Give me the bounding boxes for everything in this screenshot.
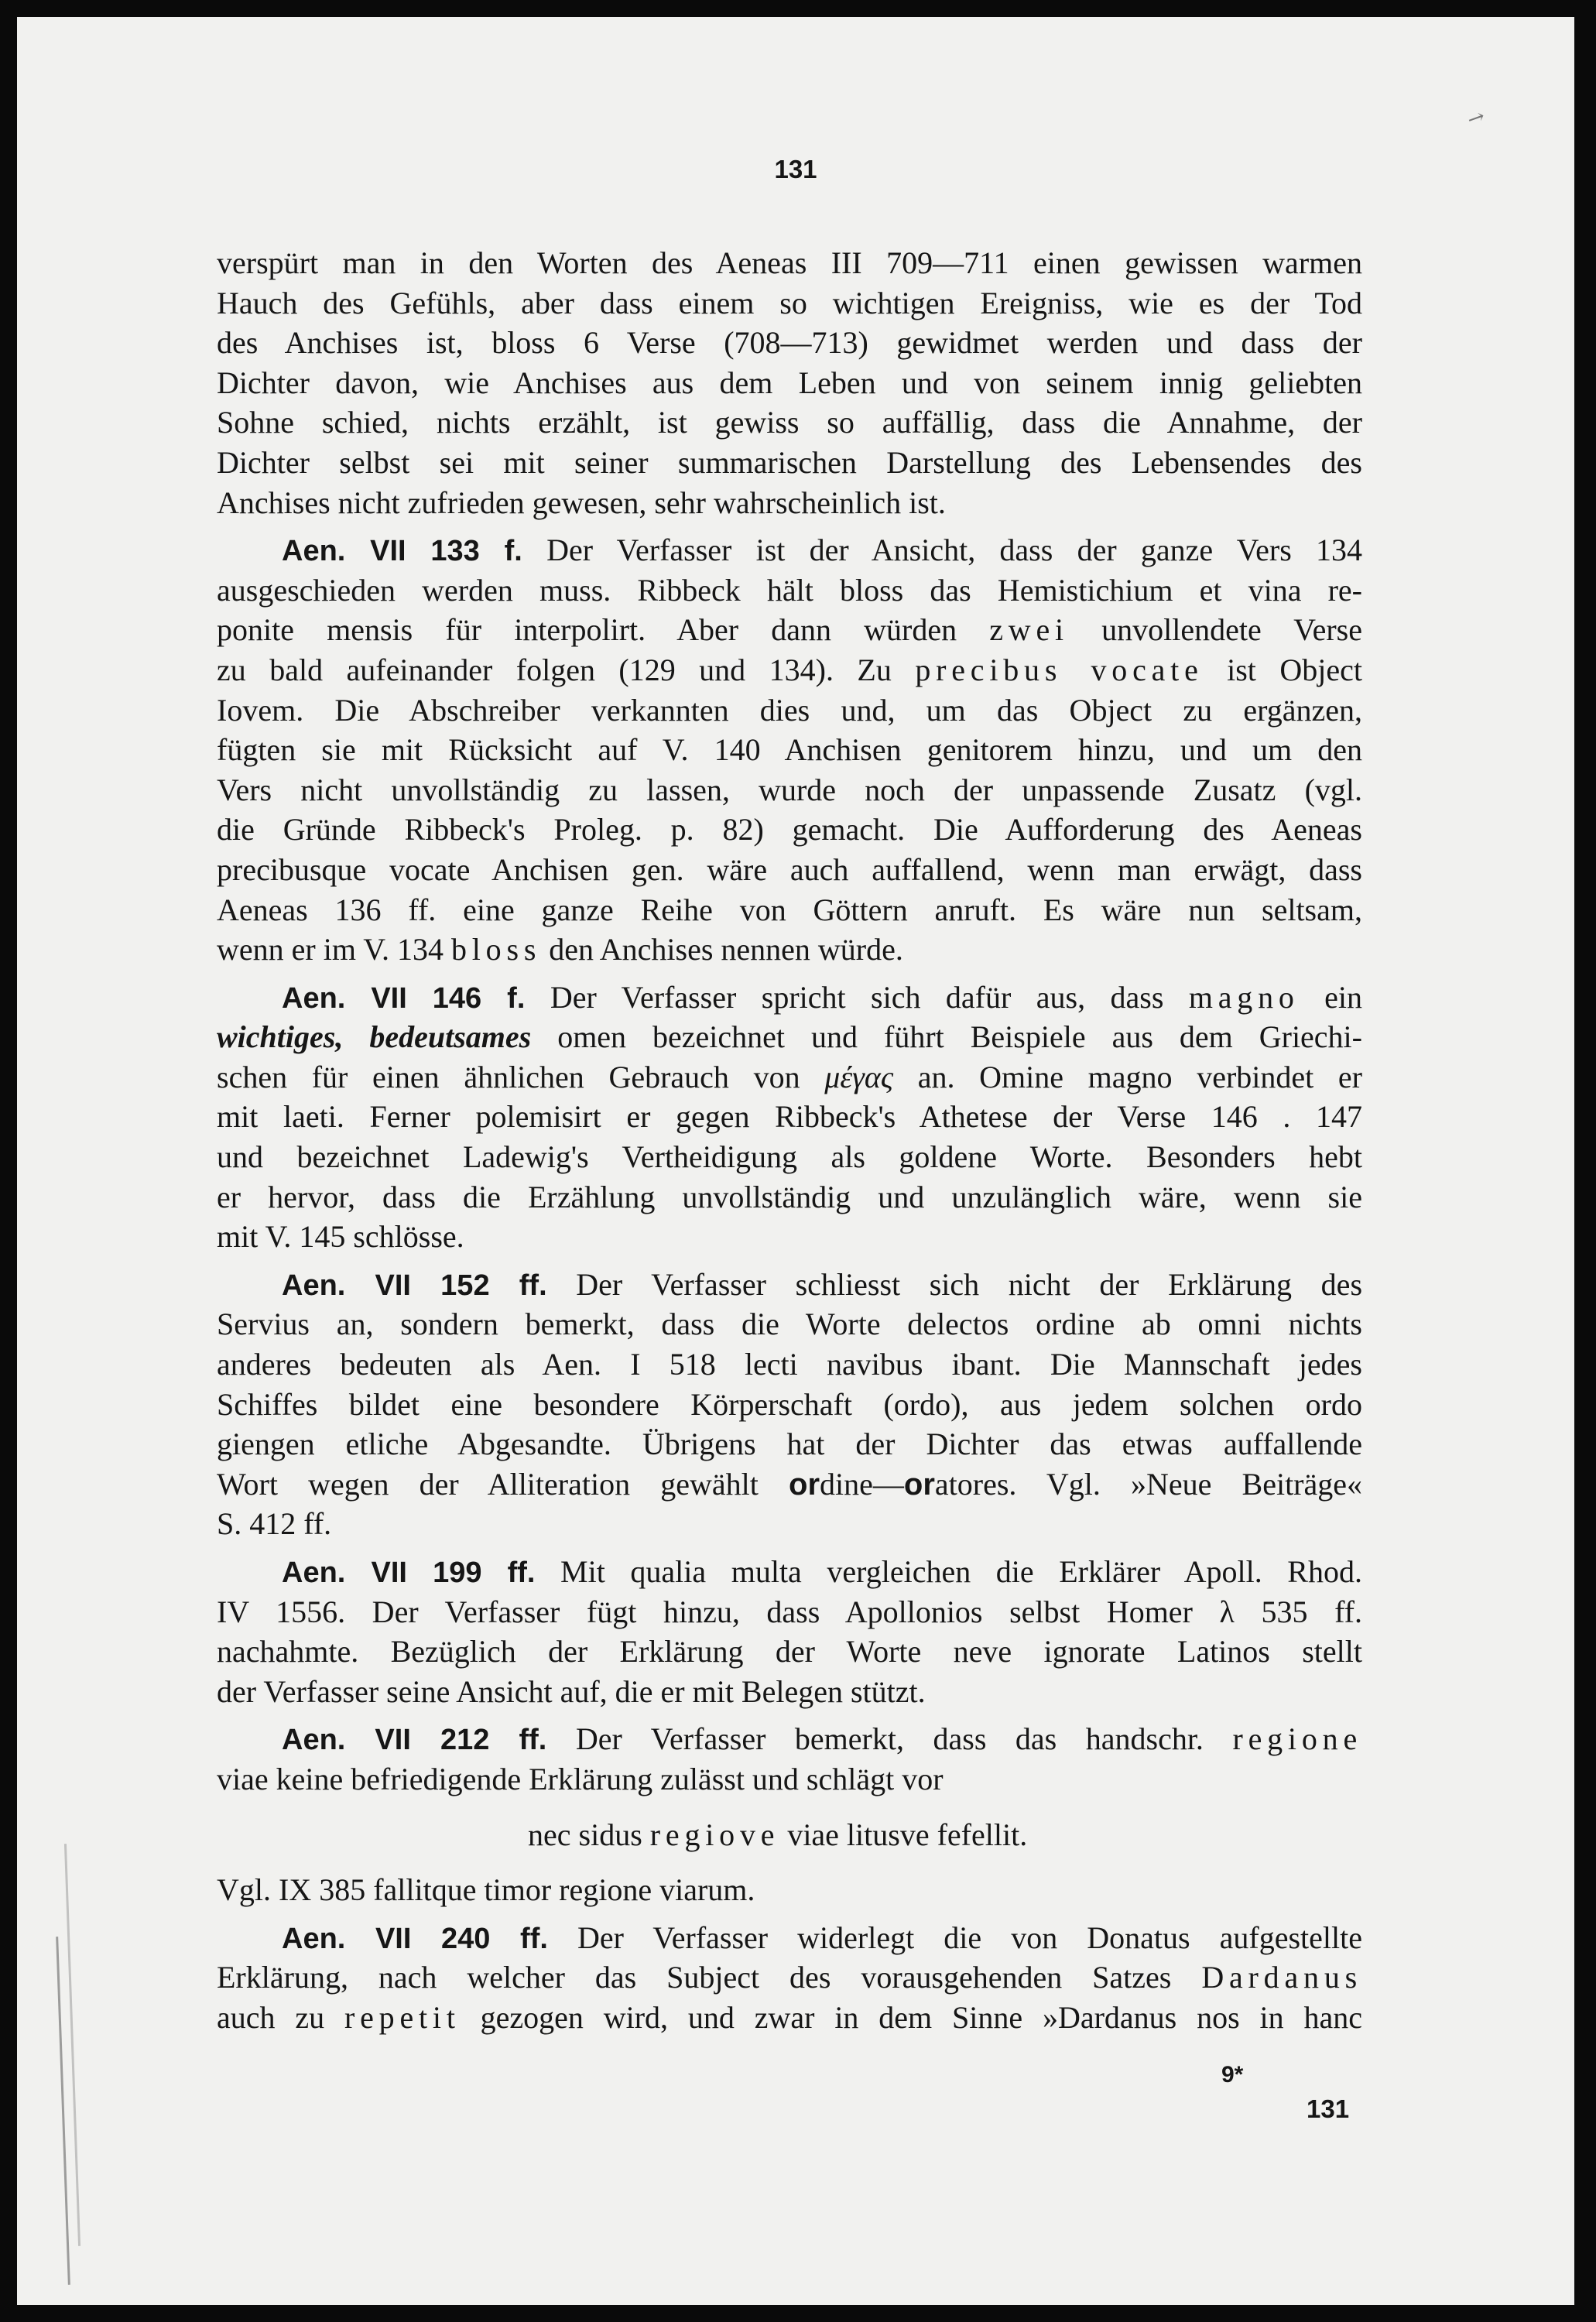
- text-line: Aen. VII 133 f. Der Verfasser ist der Ansicht, dass der ganze Vers 134: [282, 533, 1363, 568]
- text-line: Aeneas 136 ff. eine ganze Reihe von Göttern anruft. Es wäre nun seltsam,: [217, 892, 1362, 927]
- scan-edge-line: [56, 1937, 70, 2285]
- text-line: und bezeichnet Ladewig's Vertheidigung als goldene Worte. Besonders hebt: [217, 1139, 1362, 1175]
- text-line: wichtiges, bedeutsames omen bezeichnet und führt Beispiele aus dem Griechi-: [217, 1019, 1362, 1055]
- text-line: precibusque vocate Anchisen gen. wäre auch auffallend, wenn man erwägt, dass: [217, 851, 1362, 887]
- text-line: Vers nicht unvollständig zu lassen, wurde noch der unpassende Zusatz (vgl.: [217, 772, 1362, 807]
- text-line: mit V. 145 schlösse.: [217, 1219, 464, 1255]
- body-text: [217, 243, 1362, 2038]
- text-line: wenn er im V. 134 bloss den Anchises nennen würde.: [217, 932, 903, 968]
- text-line: Servius an, sondern bemerkt, dass die Worte delectos ordine ab omni nichts: [217, 1307, 1362, 1342]
- text-line: der Verfasser seine Ansicht auf, die er mit Belegen stützt.: [217, 1673, 926, 1709]
- text-line: Aen. VII 240 ff. Der Verfasser widerlegt die von Donatus aufgestellte: [282, 1920, 1362, 1955]
- text-line: IV 1556. Der Verfasser fügt hinzu, dass Apollonios selbst Homer λ 535 ff.: [217, 1594, 1362, 1629]
- text-line: mit laeti. Ferner polemisirt er gegen Ribbeck's Athetese der Verse 146 . 147: [217, 1099, 1362, 1135]
- text-line: Vgl. IX 385 fallitque timor regione viarum.: [217, 1872, 755, 1908]
- text-line: Anchises nicht zufrieden gewesen, sehr wahrscheinlich ist.: [217, 485, 946, 520]
- text-line: er hervor, dass die Erzählung unvollständig und unzulänglich wäre, wenn sie: [217, 1179, 1362, 1214]
- text-line: des Anchises ist, bloss 6 Verse (708—713) gewidmet werden und dass der: [217, 325, 1362, 361]
- scan-mark-arrow-icon: ↗: [1464, 104, 1489, 132]
- text-line: fügten sie mit Rücksicht auf V. 140 Anchisen genitorem hinzu, und um den: [217, 732, 1362, 768]
- text-line: S. 412 ff.: [217, 1506, 332, 1542]
- text-line: Aen. VII 152 ff. Der Verfasser schliesst sich nicht der Erklärung des: [282, 1266, 1363, 1302]
- section-heading: Aen. VII 199 ff.: [282, 1557, 536, 1589]
- text-line: schen für einen ähnlichen Gebrauch von μέγας an. Omine magno verbindet er: [217, 1059, 1362, 1094]
- text-line: ausgeschieden werden muss. Ribbeck hält bloss das Hemistichium et vina re-: [217, 572, 1362, 608]
- section-heading: Aen. VII 240 ff.: [282, 1922, 548, 1955]
- text-line: Hauch des Gefühls, aber dass einem so wichtigen Ereigniss, wie es der Tod: [217, 285, 1362, 320]
- text-line: Aen. VII 212 ff. Der Verfasser bemerkt, dass das handschr. regione: [282, 1721, 1362, 1757]
- section-heading: Aen. VII 152 ff.: [282, 1269, 547, 1302]
- section-heading: Aen. VII 212 ff.: [282, 1724, 547, 1757]
- text-line: auch zu repetit gezogen wird, und zwar in dem Sinne »Dardanus nos in hanc: [217, 1999, 1362, 2035]
- text-line: verspürt man in den Worten des Aeneas III 709—711 einen gewissen warmen: [217, 245, 1362, 280]
- page-number-footer: 131: [1307, 2094, 1350, 2123]
- text-line: Iovem. Die Abschreiber verkannten dies und, um das Object zu ergänzen,: [217, 692, 1362, 728]
- text-line: viae keine befriedigende Erklärung zulässt und schlägt vor: [217, 1761, 944, 1796]
- signature-mark: 9*: [1221, 2062, 1244, 2087]
- text-line: Aen. VII 146 f. Der Verfasser spricht sich dafür aus, dass magno ein: [282, 979, 1363, 1015]
- page-number-header: 131: [774, 155, 817, 183]
- text-line: Erklärung, nach welcher das Subject des vorausgehenden Satzes Dardanus: [217, 1960, 1362, 1995]
- text-line: Wort wegen der Alliteration gewählt ordine—oratores. Vgl. »Neue Beiträge«: [217, 1466, 1363, 1502]
- text-line: Aen. VII 199 ff. Mit qualia multa vergleichen die Erklärer Apoll. Rhod.: [282, 1554, 1362, 1589]
- text-line: die Gründe Ribbeck's Proleg. p. 82) gemacht. Die Aufforderung des Aeneas: [217, 812, 1362, 848]
- section-heading: Aen. VII 133 f.: [282, 535, 522, 568]
- text-line: Schiffes bildet eine besondere Körperschaft (ordo), aus jedem solchen ordo: [217, 1386, 1362, 1422]
- section-heading: Aen. VII 146 f.: [282, 981, 526, 1015]
- text-line: nachahmte. Bezüglich der Erklärung der Worte neve ignorate Latinos stellt: [217, 1634, 1362, 1670]
- text-line: zu bald aufeinander folgen (129 und 134). Zu precibus vocate ist Object: [217, 652, 1362, 687]
- text-line: Dichter davon, wie Anchises aus dem Leben und von seinem innig geliebten: [217, 365, 1362, 400]
- page: [17, 17, 1574, 2305]
- text-line: Sohne schied, nichts erzählt, ist gewiss so auffällig, dass die Annahme, der: [217, 405, 1362, 440]
- text-line: giengen etliche Abgesandte. Übrigens hat der Dichter das etwas auffallende: [217, 1426, 1362, 1462]
- verse-quote: nec sidus regiove viae litusve fefellit.: [528, 1817, 1028, 1852]
- text-line: anderes bedeuten als Aen. I 518 lecti navibus ibant. Die Mannschaft jedes: [217, 1347, 1362, 1382]
- text-line: Dichter selbst sei mit seiner summarischen Darstellung des Lebensendes des: [217, 444, 1362, 480]
- text-line: ponite mensis für interpolirt. Aber dann würden zwei unvollendete Verse: [217, 612, 1362, 648]
